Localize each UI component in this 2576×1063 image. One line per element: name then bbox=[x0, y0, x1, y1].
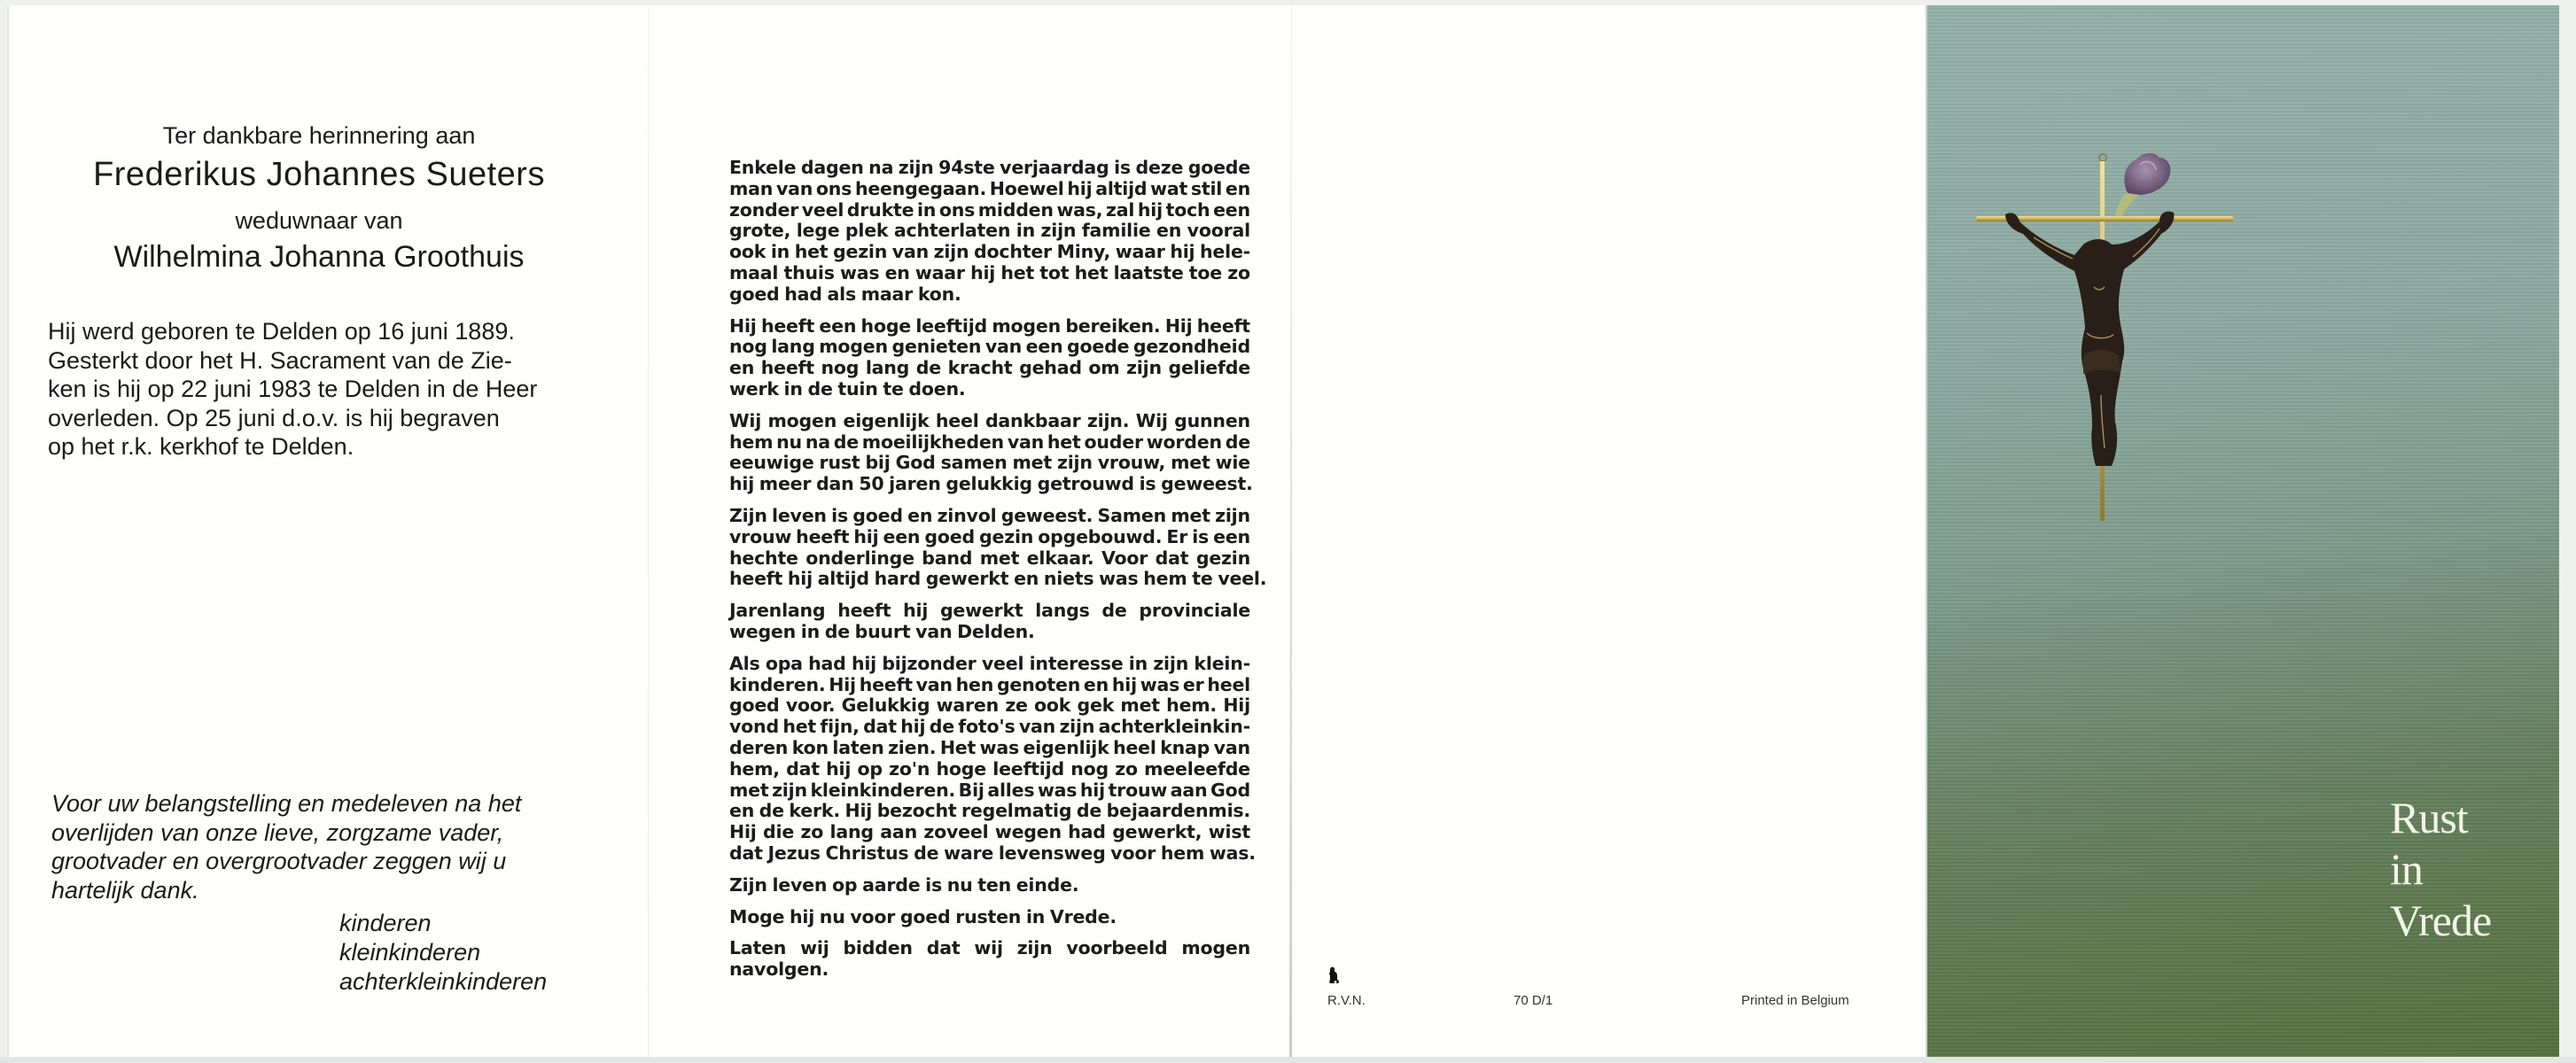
panel-inside-middle bbox=[650, 5, 1291, 1057]
memorial-line: hechte onderlinge band met elkaar. Voor dat gezin bbox=[729, 547, 1250, 569]
biography-line: Hij werd geboren te Delden op 16 juni 1889. bbox=[48, 318, 515, 345]
memorial-line: Hij heeft een hoge leeftijd mogen bereiken. Hij heeft bbox=[729, 314, 1250, 337]
memorial-paragraph bbox=[729, 938, 1250, 981]
biography-line: overleden. Op 25 juni d.o.v. is hij begraven bbox=[48, 404, 500, 431]
front-title-line: in bbox=[2390, 844, 2423, 894]
memorial-line: Zijn leven is goed en zinvol geweest. Samen met zijn bbox=[729, 504, 1250, 526]
seated-figure-icon bbox=[1327, 966, 1340, 984]
memorial-line: goed voor. Gelukkig waren ze ook gek met hem. Hij bbox=[729, 694, 1250, 717]
memorial-paragraph bbox=[729, 652, 1256, 865]
memorial-paragraph bbox=[729, 158, 1250, 306]
memorial-line: goed had als maar kon. bbox=[729, 283, 961, 305]
memorial-line: navolgen. bbox=[729, 958, 829, 981]
memorial-paragraph bbox=[729, 907, 1250, 928]
memorial-line: heeft hij altijd hard gewerkt en niets was hem te veel. bbox=[729, 568, 1267, 590]
memorial-line: met zijn kleinkinderen. Bij alles was hij trouw aan God bbox=[729, 779, 1250, 801]
thanks-note bbox=[51, 789, 592, 904]
memorial-line: Hij die zo lang aan zoveel wegen had gewerkt, wist bbox=[729, 821, 1250, 843]
spouse-name: Wilhelmina Johanna Groothuis bbox=[113, 240, 525, 274]
panel-front bbox=[1927, 5, 2559, 1057]
panel-back bbox=[1292, 5, 1927, 1057]
scan-shadow bbox=[0, 1057, 2576, 1063]
memorial-paragraph bbox=[729, 601, 1250, 643]
memorial-line: dat Jezus Christus de ware levensweg voor hem was. bbox=[729, 842, 1256, 864]
thanks-line: overlijden van onze lieve, zorgzame vader, bbox=[51, 819, 504, 846]
corpus-figure bbox=[2005, 212, 2174, 466]
signatory: kinderen bbox=[339, 910, 432, 936]
biography bbox=[48, 317, 580, 462]
memorial-line: maal thuis was en waar hij het tot het laatste toe zo bbox=[729, 261, 1250, 283]
biography-line: ken is hij op 22 juni 1983 te Delden in de Heer bbox=[48, 376, 538, 402]
crucifix-image bbox=[1927, 5, 2559, 625]
memorial-line: Enkele dagen na zijn 94ste verjaardag is deze goede bbox=[729, 157, 1250, 178]
memorial-line: Laten wij bidden dat wij zijn voorbeeld mogen bbox=[729, 937, 1250, 959]
intro-line: Ter dankbare herinnering aan bbox=[162, 122, 476, 149]
memorial-line: Jarenlang heeft hij gewerkt langs de provinciale bbox=[729, 600, 1250, 622]
memorial-line: vrouw heeft hij een goed gezin opgebouwd. Er is een bbox=[729, 525, 1250, 547]
memorial-paragraph bbox=[729, 504, 1267, 590]
memorial-line: man van ons heengegaan. Hoewel hij altijd wat stil en bbox=[729, 177, 1250, 199]
memorial-line: Moge hij nu voor goed rusten in Vrede. bbox=[729, 905, 1117, 927]
memorial-line: deren kon laten zien. Het was eigenlijk heel knap van bbox=[729, 736, 1250, 758]
front-title-line: Vrede bbox=[2390, 896, 2492, 945]
deceased-name: Frederikus Johannes Sueters bbox=[93, 156, 545, 193]
memorial-line: Wij mogen eigenlijk heel dankbaar zijn. Wij gunnen bbox=[729, 409, 1250, 431]
printed-in: Printed in Belgium bbox=[1741, 993, 1849, 1008]
memorial-paragraph bbox=[729, 316, 1250, 400]
thanks-line: hartelijk dank. bbox=[51, 876, 199, 904]
memorial-line: zonder veel drukte in ons midden was, zal hij toch een bbox=[729, 198, 1250, 221]
memorial-line: Als opa had hij bijzonder veel interesse in zijn klein- bbox=[729, 652, 1250, 674]
memorial-line: kinderen. Hij heeft van hen genoten en hij was er heel bbox=[729, 673, 1250, 695]
memorial-line: hem, dat hij op zo'n hoge leeftijd nog zo meeleefde bbox=[729, 757, 1250, 780]
hanging-ring bbox=[2099, 154, 2106, 161]
signatories bbox=[339, 909, 547, 997]
signatory: achterkleinkinderen bbox=[339, 968, 548, 995]
front-title-line: Rust bbox=[2390, 793, 2468, 842]
memorial-line: hij meer dan 50 jaren gelukkig getrouwd is geweest. bbox=[729, 473, 1253, 495]
memorial-paragraph bbox=[729, 875, 1250, 896]
signatory: kleinkinderen bbox=[339, 939, 481, 966]
memorial-line: werk in de tuin te doen. bbox=[729, 377, 966, 400]
memorial-line: wegen in de buurt van Delden. bbox=[729, 620, 1035, 642]
memorial-line: eeuwige rust bij God samen met zijn vrouw, met wie bbox=[729, 452, 1250, 474]
memorial-line: grote, lege plek achterlaten in zijn familie en vooral bbox=[729, 220, 1250, 242]
memorial-text bbox=[729, 157, 1267, 991]
publisher: R.V.N. bbox=[1327, 993, 1366, 1008]
product-code: 70 D/1 bbox=[1514, 993, 1553, 1008]
flower-icon bbox=[2115, 153, 2170, 219]
memorial-line: Zijn leven op aarde is nu ten einde. bbox=[729, 873, 1079, 896]
memorial-line: vond het fijn, dat hij de foto's van zijn achterkleinkin- bbox=[729, 716, 1250, 738]
biography-line: Gesterkt door het H. Sacrament van de Zie- bbox=[48, 346, 512, 374]
memorial-line: nog lang mogen genieten van een goede gezondheid bbox=[729, 336, 1250, 358]
memorial-line: hem nu na de moeilijkheden van het ouder worden de bbox=[729, 431, 1250, 453]
memorial-paragraph bbox=[729, 409, 1253, 495]
memorial-line: ook in het gezin van zijn dochter Miny, waar hij hele- bbox=[729, 241, 1250, 263]
relation-line: weduwnaar van bbox=[235, 207, 403, 234]
thanks-line: Voor uw belangstelling en medeleven na het bbox=[51, 790, 522, 817]
front-title bbox=[2390, 792, 2491, 946]
biography-line: op het r.k. kerkhof te Delden. bbox=[48, 433, 354, 460]
thanks-line: grootvader en overgrootvader zeggen wij u bbox=[51, 848, 507, 874]
panel-inside-left bbox=[7, 5, 649, 1057]
memorial-line: en de kerk. Hij bezocht regelmatig de bejaardenmis. bbox=[729, 800, 1250, 822]
memorial-line: en heeft nog lang de kracht gehad om zijn geliefde bbox=[729, 357, 1250, 379]
